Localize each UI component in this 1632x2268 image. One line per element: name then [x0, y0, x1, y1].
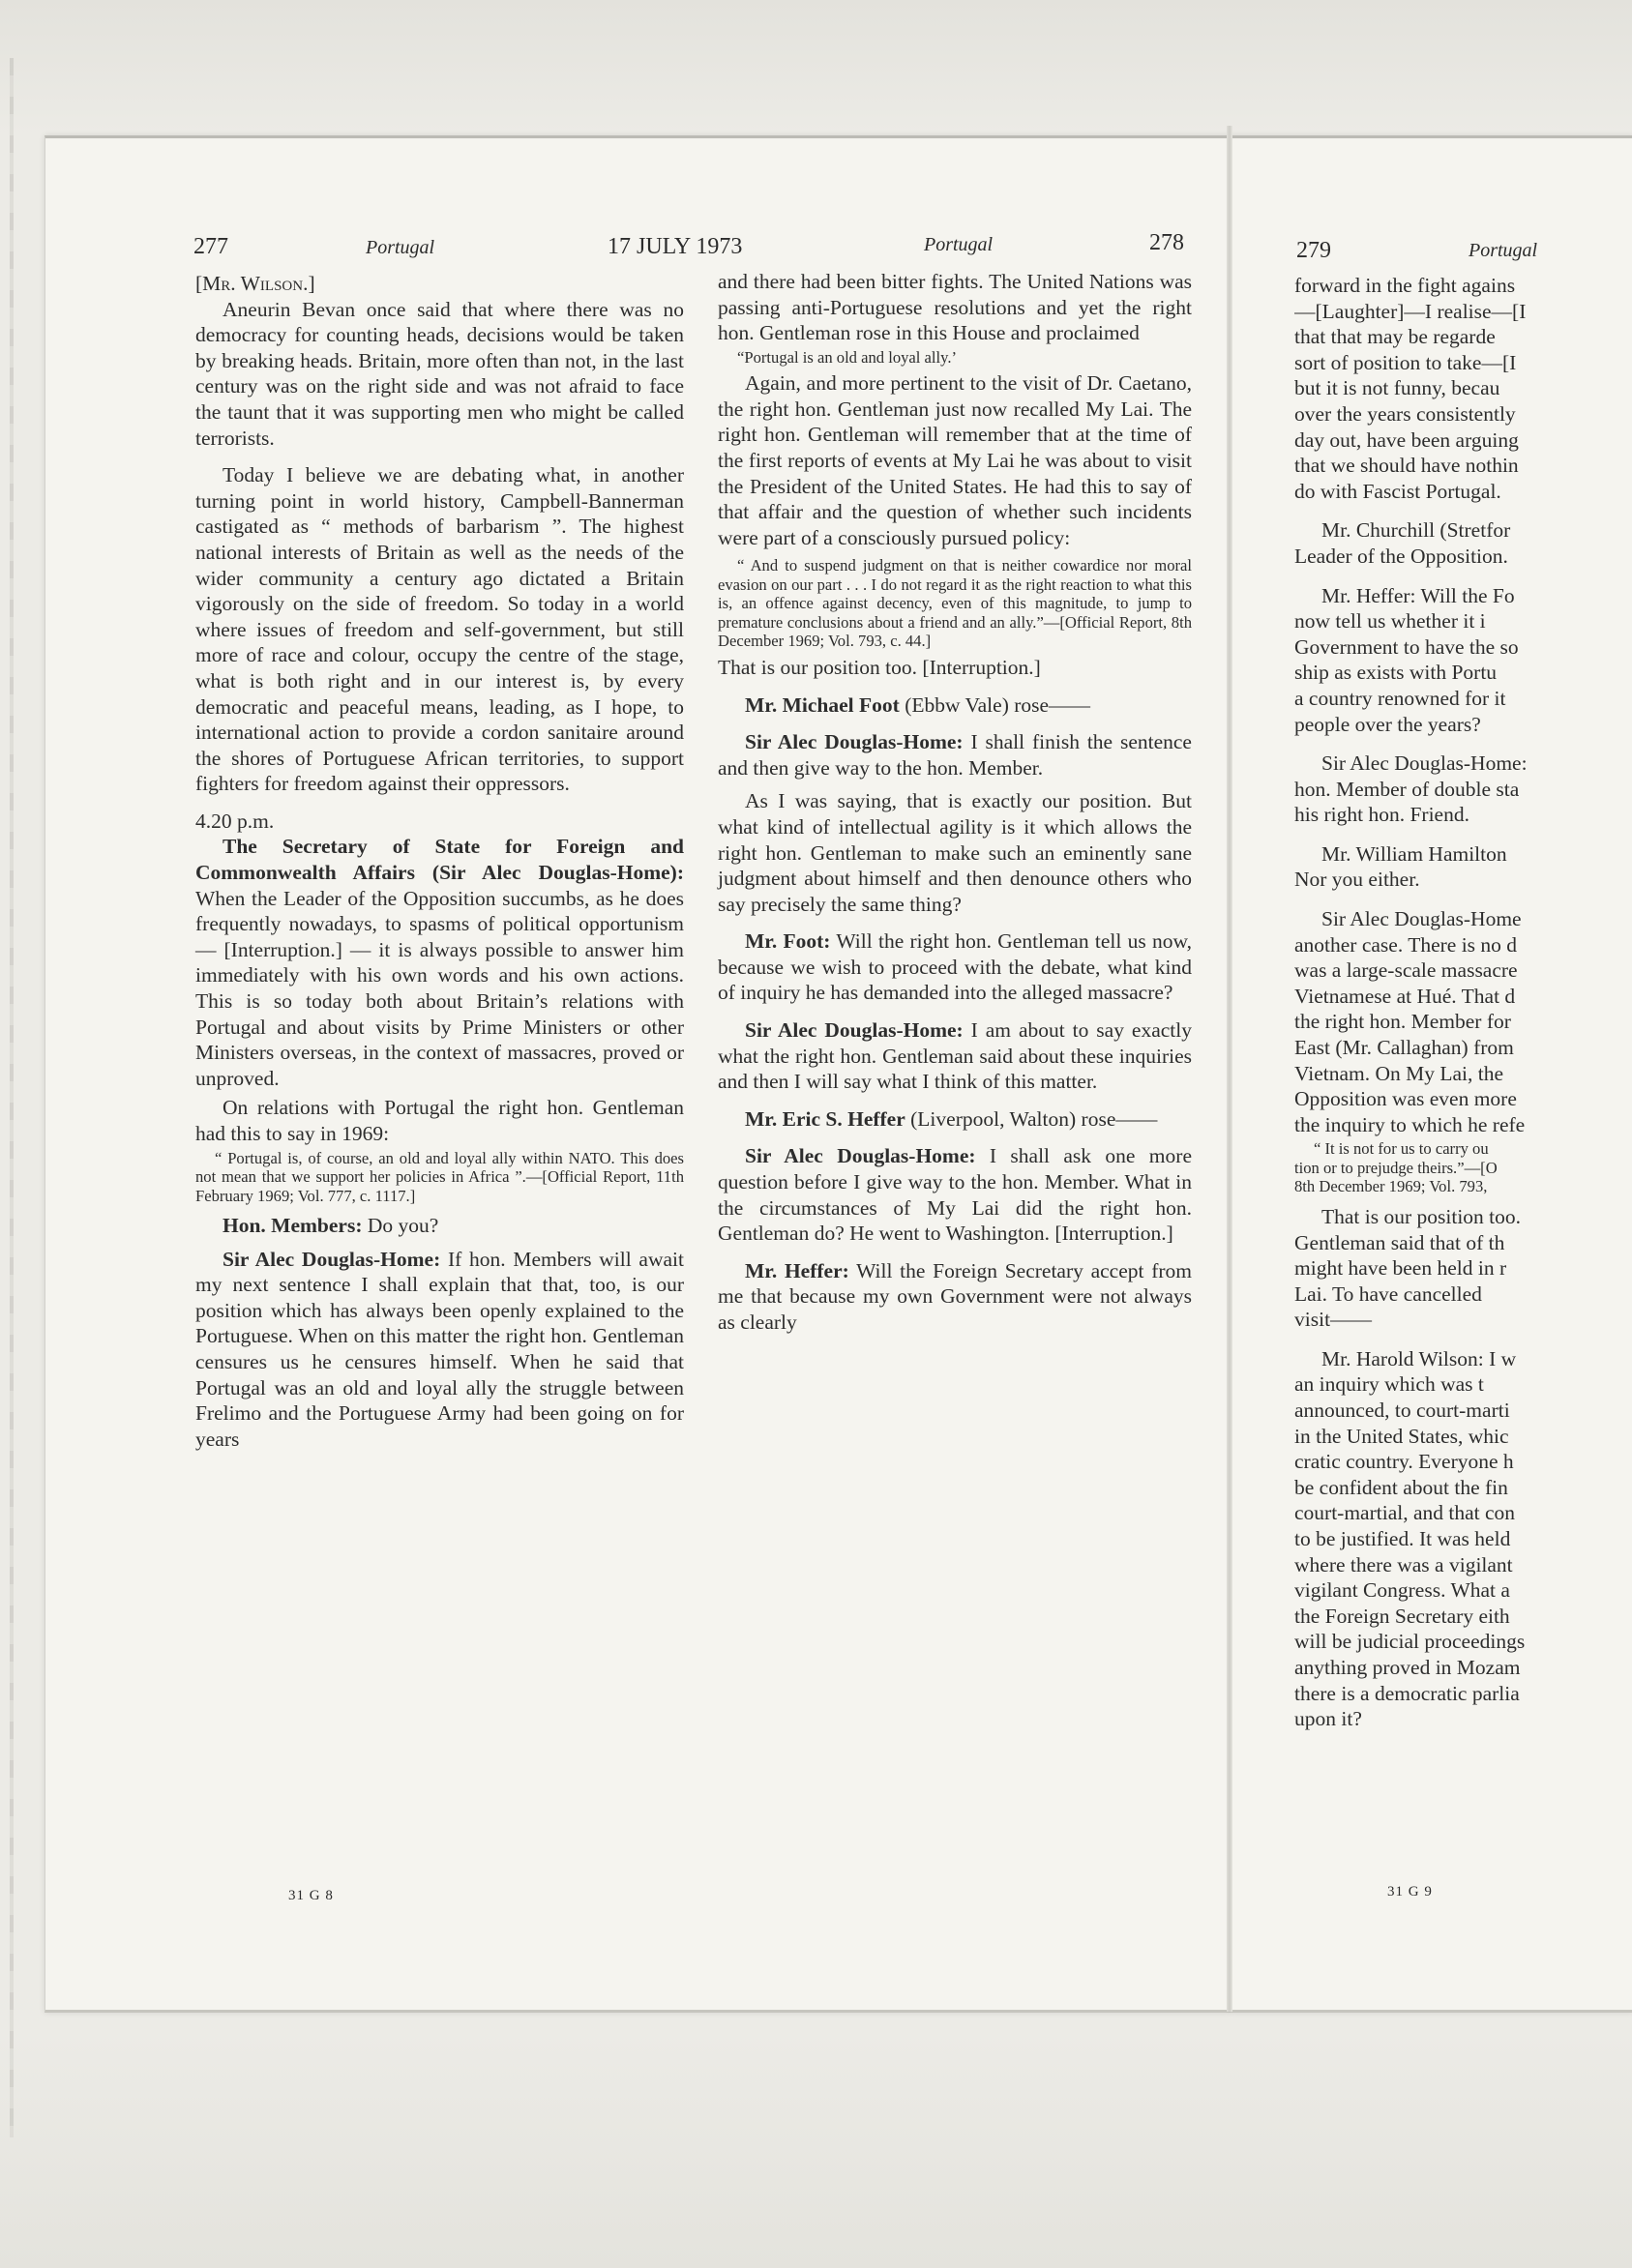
speech-paragraph — [718, 1017, 1192, 1095]
text-line: Mr. Heffer: Will the Fo — [1321, 583, 1515, 607]
column-2 — [718, 269, 1192, 1336]
paragraph: On relations with Portugal the right hon. Gentleman had this to say in 1969: — [195, 1096, 684, 1145]
paragraph: and there had been bitter fights. The United Nations was passing anti-Portuguese resolutions and yet the right hon. Gentleman rose in this House and proclaimed — [718, 270, 1192, 345]
speaker-name: Mr. Michael Foot — [745, 692, 900, 717]
text-line: cratic country. Everyone h — [1294, 1450, 1514, 1474]
quotation: “Portugal is an old and loyal ally.’ — [737, 347, 958, 367]
text-line: might have been held in r — [1294, 1256, 1507, 1281]
speaker-name: Sir Alec Douglas-Home: — [745, 730, 964, 754]
speech-paragraph — [195, 1247, 684, 1453]
text-block — [1294, 583, 1632, 738]
paragraph: Aneurin Bevan once said that where there was no democracy for counting heads, decisions would be taken by breaking heads. Britain, more often than not, in the last century was on the right side and was not afraid to face the taunt that it was supporting men who might be called terrorists. — [195, 297, 684, 450]
text-line: the Foreign Secretary eith — [1294, 1604, 1510, 1628]
text-line: announced, to court-marti — [1294, 1399, 1510, 1423]
speech-paragraph — [718, 729, 1192, 781]
text-line: his right hon. Friend. — [1294, 803, 1469, 827]
text-line: where there was a vigilant — [1294, 1552, 1513, 1576]
speaker-continuation: [Mr. Wilson.] — [195, 272, 315, 295]
text-line: 8th December 1969; Vol. 793, — [1294, 1177, 1488, 1196]
text-line: over the years consistently — [1294, 401, 1516, 426]
text-line: there is a democratic parlia — [1294, 1681, 1520, 1705]
text-block — [1294, 517, 1632, 569]
text-line: ship as exists with Portu — [1294, 661, 1498, 685]
text-line: tion or to prejudge theirs.”—[O — [1294, 1158, 1498, 1177]
paragraph: That is our position too. [Interruption.] — [718, 655, 1041, 679]
speech-paragraph — [718, 692, 1192, 719]
text-line: Mr. Churchill (Stretfor — [1321, 518, 1511, 543]
text-line: the right hon. Member for — [1294, 1010, 1511, 1034]
page-number-mid: 278 — [1149, 230, 1184, 255]
speaker-name: Mr. Eric S. Heffer — [745, 1106, 905, 1131]
text-line: Sir Alec Douglas-Home: — [1321, 751, 1528, 776]
text-block — [1294, 841, 1632, 893]
quotation: “ Portugal is, of course, an old and loyal ally within NATO. This does not mean that we support her policies in Africa ”.—[Official Report, 11th February 1969; Vol. 777, c. 1117.] — [195, 1148, 684, 1205]
running-head-left: Portugal — [366, 237, 435, 258]
text-line: vigilant Congress. What a — [1294, 1578, 1510, 1603]
speech-text: I shall ask one more question before I give way to the hon. Member. What in the circumstances of My Lai did the right hon. Gentleman do? He went to Washington. [Interruption.] — [718, 1144, 1192, 1246]
text-line: Lai. To have cancelled — [1294, 1281, 1482, 1306]
running-head-date: 17 JULY 1973 — [608, 234, 743, 259]
speaker-name: The Secretary of State for Foreign and Commonwealth Affairs (Sir Alec Douglas-Home): — [195, 835, 684, 885]
speech-paragraph — [718, 928, 1192, 1006]
text-line: now tell us whether it i — [1294, 609, 1486, 633]
text-line: will be judicial proceedings — [1294, 1630, 1526, 1654]
text-block — [1294, 751, 1632, 828]
speech-paragraph — [718, 1106, 1192, 1133]
text-line: Mr. William Hamilton — [1321, 841, 1507, 866]
paragraph: As I was saying, that is exactly our position. But what kind of intellectual agility is it which allows the right hon. Gentleman to make such an eminently sane judgment about himself and then denounce others who say precisely the same thing? — [718, 789, 1192, 916]
speaker-name: Mr. Foot: — [745, 929, 831, 954]
text-line: to be justified. It was held — [1294, 1527, 1511, 1551]
quotation-block — [1294, 1139, 1632, 1196]
speaker-name: Mr. Heffer: — [745, 1258, 849, 1282]
text-line: was a large-scale massacre — [1294, 958, 1518, 983]
text-line: but it is not funny, becau — [1294, 376, 1500, 400]
speech-text: Do you? — [362, 1214, 439, 1238]
text-line: Vietnamese at Hué. That d — [1294, 984, 1516, 1008]
text-line: another case. There is no d — [1294, 932, 1518, 957]
text-line: that we should have nothin — [1294, 454, 1519, 478]
paragraph: Again, and more pertinent to the visit of Dr. Caetano, the right hon. Gentleman just now recalled My Lai. The right hon. Gentleman will remember that at the time of the first reports of events at My Lai he was about to visit the President of the United States. He had this to say of that affair and the question of whether such incidents were part of a consciously pursued policy: — [718, 371, 1192, 549]
running-head-mid: Portugal — [924, 234, 994, 255]
running-head-right: Portugal — [1469, 240, 1538, 261]
text-line: the inquiry to which he refe — [1294, 1112, 1526, 1136]
text-line: that that may be regarde — [1294, 325, 1496, 349]
speech-text: If hon. Members will await my next sentence I shall explain that that, too, is our position which has always been openly explained to the Portuguese. When on this matter the right hon. Gentleman censures us he censures himself. When he said that Portugal was an old and loyal ally the struggle between Frelimo and the Portuguese Army had been going on for years — [195, 1247, 684, 1451]
text-line: upon it? — [1294, 1707, 1362, 1731]
speaker-name: Sir Alec Douglas-Home: — [223, 1247, 441, 1271]
text-line: visit—— — [1294, 1308, 1373, 1332]
text-line: —[Laughter]—I realise—[I — [1294, 299, 1527, 323]
text-line: Sir Alec Douglas-Home — [1321, 907, 1522, 931]
time-stamp: 4.20 p.m. — [195, 809, 275, 833]
speech-text: (Ebbw Vale) rose—— — [899, 692, 1091, 717]
text-line: anything proved in Mozam — [1294, 1656, 1521, 1679]
text-line: a country renowned for it — [1294, 686, 1506, 710]
page-number-left: 277 — [193, 234, 228, 259]
signature-mark: 31 G 8 — [288, 1888, 334, 1903]
text-line: hon. Member of double sta — [1294, 777, 1520, 801]
text-line: day out, have been arguing — [1294, 427, 1519, 452]
text-line: sort of position to take—[I — [1294, 350, 1517, 374]
speaker-name: Sir Alec Douglas-Home: — [745, 1018, 964, 1043]
text-line: Government to have the so — [1294, 634, 1519, 659]
speech-text: I shall finish the sentence and then give way to the hon. Member. — [718, 730, 1192, 780]
text-line: court-martial, and that con — [1294, 1501, 1516, 1525]
text-line: Opposition was even more — [1294, 1087, 1517, 1111]
text-line: East (Mr. Callaghan) from — [1294, 1036, 1514, 1060]
text-line: That is our position too. — [1321, 1204, 1522, 1228]
page-fold — [1227, 126, 1232, 2012]
speech-text: When the Leader of the Opposition succumbs, as he does frequently nowadays, to spasms of political opportunism — [Interruption.] — it is always possible to answer him immediately with his own words and his own actions. This is so today both about Britain’s relations with Portugal and about visits by Prime Ministers or other Ministers overseas, in the context of massacres, proved or unproved. — [195, 886, 684, 1090]
speech-text: I am about to say exactly what the right hon. Gentleman said about these inquiries and then I will say what I think of this matter. — [718, 1018, 1192, 1094]
speech-text: Will the right hon. Gentleman tell us now, because we wish to proceed with the debate, what kind of inquiry he has demanded into the alleged massacre? — [718, 929, 1192, 1005]
text-line: Mr. Harold Wilson: I w — [1321, 1346, 1517, 1370]
column-3-cropped — [1294, 273, 1632, 1732]
text-block — [1294, 906, 1632, 1137]
speech-paragraph — [195, 1213, 684, 1239]
text-line: Leader of the Opposition. — [1294, 544, 1508, 568]
text-line: an inquiry which was t — [1294, 1372, 1484, 1397]
text-line: people over the years? — [1294, 712, 1481, 736]
speech-paragraph — [195, 834, 684, 1091]
text-line: forward in the fight agains — [1294, 274, 1516, 297]
text-line: Gentleman said that of th — [1294, 1230, 1505, 1254]
scan-edge — [10, 58, 14, 2137]
text-line: Nor you either. — [1294, 868, 1420, 892]
quotation: “ And to suspend judgment on that is neither cowardice nor moral evasion on our part . . . I do not regard it as the right reaction to what this is, an offence against decency, even of this magnitude, to jump to premature conclusions about a friend and an ally.”—[Official Report, 8th December 1969; Vol. 793, c. 44.] — [718, 556, 1192, 651]
text-line: “ It is not for us to carry ou — [1314, 1139, 1489, 1159]
speaker-name: Hon. Members: — [223, 1214, 363, 1238]
speech-text: Will the Foreign Secretary accept from me that because my own Government were not always as clearly — [718, 1258, 1192, 1334]
text-line: Vietnam. On My Lai, the — [1294, 1061, 1504, 1085]
text-block — [1294, 273, 1632, 504]
text-block — [1294, 1346, 1632, 1732]
speaker-name: Sir Alec Douglas-Home: — [745, 1144, 976, 1168]
speech-text: (Liverpool, Walton) rose—— — [905, 1106, 1158, 1131]
text-line: be confident about the fin — [1294, 1475, 1508, 1499]
signature-mark: 31 G 9 — [1387, 1884, 1433, 1900]
speech-paragraph — [718, 1143, 1192, 1246]
column-1 — [195, 271, 684, 1452]
text-block — [1294, 1204, 1632, 1333]
text-line: do with Fascist Portugal. — [1294, 479, 1501, 503]
text-line: in the United States, whic — [1294, 1424, 1509, 1448]
paragraph: Today I believe we are debating what, in another turning point in world history, Campbell-Bannerman castigated as “ methods of barbarism ”. The highest national interests of Britain as well as the needs of the wider community a century ago dictated a Britain vigorously on the side of freedom. So today in a world where issues of freedom and self-government, but still more of race and colour, occupy the centre of the stage, what is both right and in our interest is, by every democratic and peaceful means, leading, as I hope, to international action to provide a cordon sanitaire around the shores of Portuguese African territories, to support fighters for freedom against their oppressors. — [195, 463, 684, 796]
page-number-right: 279 — [1296, 238, 1331, 263]
speech-paragraph — [718, 1258, 1192, 1336]
